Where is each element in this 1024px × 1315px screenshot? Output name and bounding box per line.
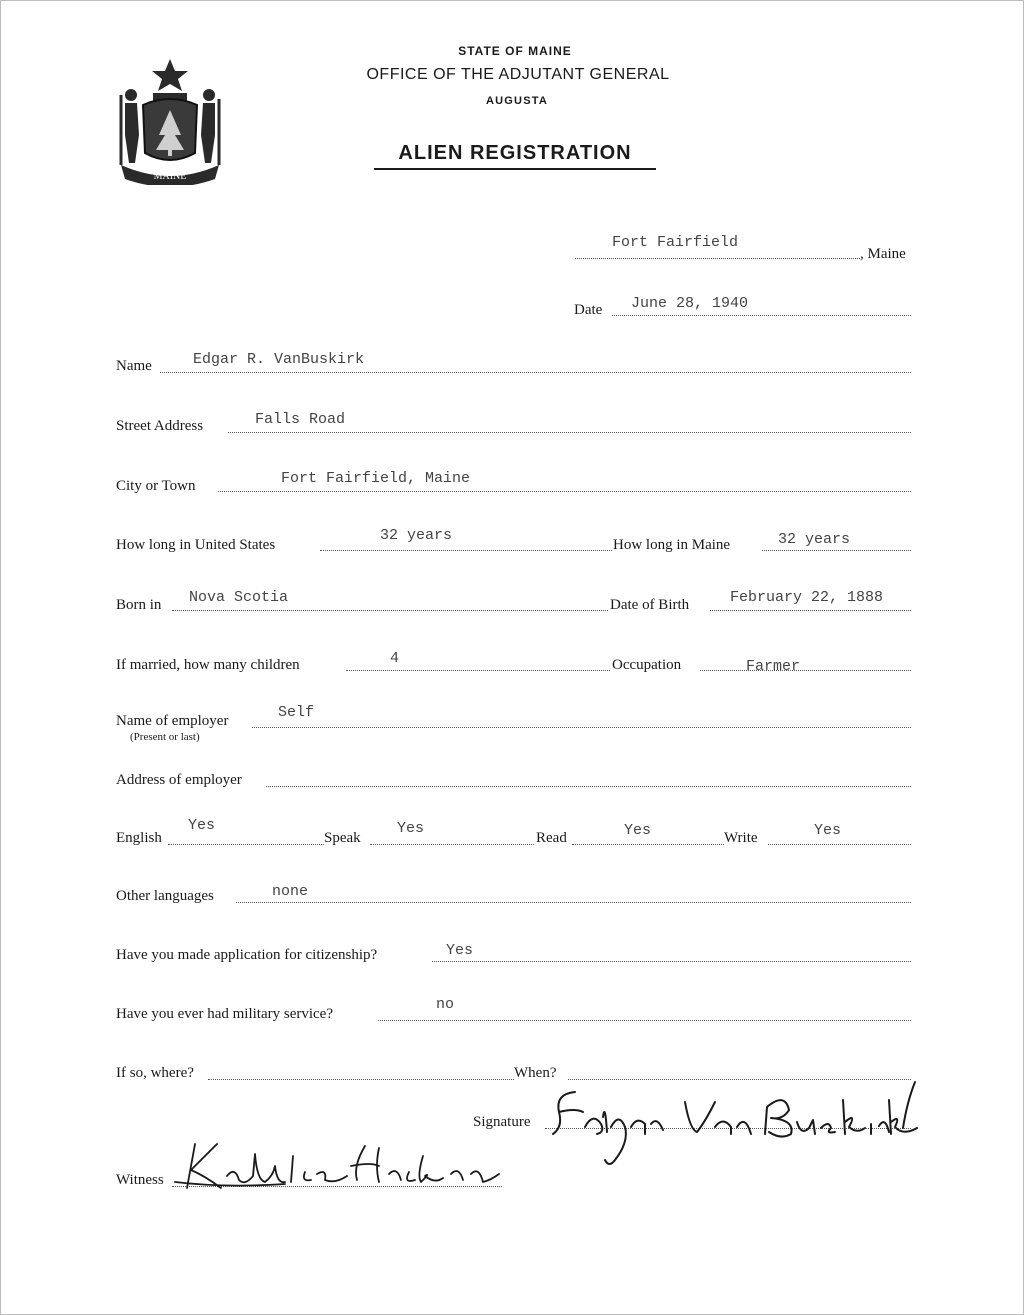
citizenship-line [432,961,911,962]
witness-label: Witness [116,1172,164,1188]
city-line [218,491,911,492]
seal-label: MAINE [153,171,187,182]
years-maine-label: How long in Maine [613,537,731,553]
date-value: June 28, 1940 [631,295,749,312]
read-value: Yes [624,822,652,839]
years-maine-value: 32 years [778,531,851,548]
date-of-birth-label: Date of Birth [610,597,690,613]
street-address-line [228,432,911,433]
military-service-value: no [436,996,455,1013]
date-label: Date [574,302,603,318]
citizenship-value: Yes [446,942,474,959]
signature-handwriting [545,1072,935,1172]
english-label: English [116,830,162,846]
write-label: Write [724,830,758,846]
children-value: 4 [390,650,400,667]
date-of-birth-value: February 22, 1888 [730,589,884,606]
other-languages-line [236,902,911,903]
occupation-value: Farmer [746,658,801,675]
years-maine-line [762,550,911,551]
name-label: Name [116,358,152,374]
form-title: ALIEN REGISTRATION [374,142,656,170]
years-us-line [320,550,612,551]
name-value: Edgar R. VanBuskirk [193,351,365,368]
speak-value: Yes [397,820,425,837]
place-value: Fort Fairfield [612,234,739,251]
english-value: Yes [188,817,216,834]
date-of-birth-line [710,610,911,611]
citizenship-label: Have you made application for citizenship? [116,947,378,963]
header-office: OFFICE OF THE ADJUTANT GENERAL [366,66,670,83]
street-address-value: Falls Road [255,411,346,428]
other-languages-value: none [272,883,309,900]
speak-line [370,844,534,845]
military-service-line [378,1020,911,1021]
born-in-line [172,610,608,611]
employer-line [252,727,911,728]
name-line [160,372,911,373]
years-us-value: 32 years [380,527,453,544]
read-line [572,844,724,845]
header-city: AUGUSTA [486,95,548,107]
city-label: City or Town [116,478,196,494]
when-label: When? [514,1065,557,1081]
read-label: Read [536,830,567,846]
where-line [208,1079,514,1080]
military-service-label: Have you ever had military service? [116,1006,333,1022]
english-line [168,844,324,845]
place-suffix: , Maine [860,246,906,262]
years-us-label: How long in United States [116,537,276,553]
header-state: STATE OF MAINE [458,44,572,58]
date-line [612,315,911,316]
city-value: Fort Fairfield, Maine [281,470,471,487]
place-line [575,258,860,259]
employer-address-line [266,786,911,787]
employer-sublabel: (Present or last) [130,731,200,743]
write-line [768,844,911,845]
born-in-value: Nova Scotia [189,589,289,606]
children-line [346,670,610,671]
street-address-label: Street Address [116,418,204,434]
where-label: If so, where? [116,1065,194,1081]
occupation-label: Occupation [612,657,682,673]
employer-value: Self [278,704,315,721]
children-label: If married, how many children [116,657,300,673]
occupation-line [700,670,911,671]
born-in-label: Born in [116,597,162,613]
other-languages-label: Other languages [116,888,214,904]
signature-label: Signature [473,1114,531,1130]
witness-handwriting [165,1136,510,1196]
employer-label: Name of employer [116,713,229,729]
write-value: Yes [814,822,842,839]
employer-address-label: Address of employer [116,772,242,788]
speak-label: Speak [324,830,361,846]
